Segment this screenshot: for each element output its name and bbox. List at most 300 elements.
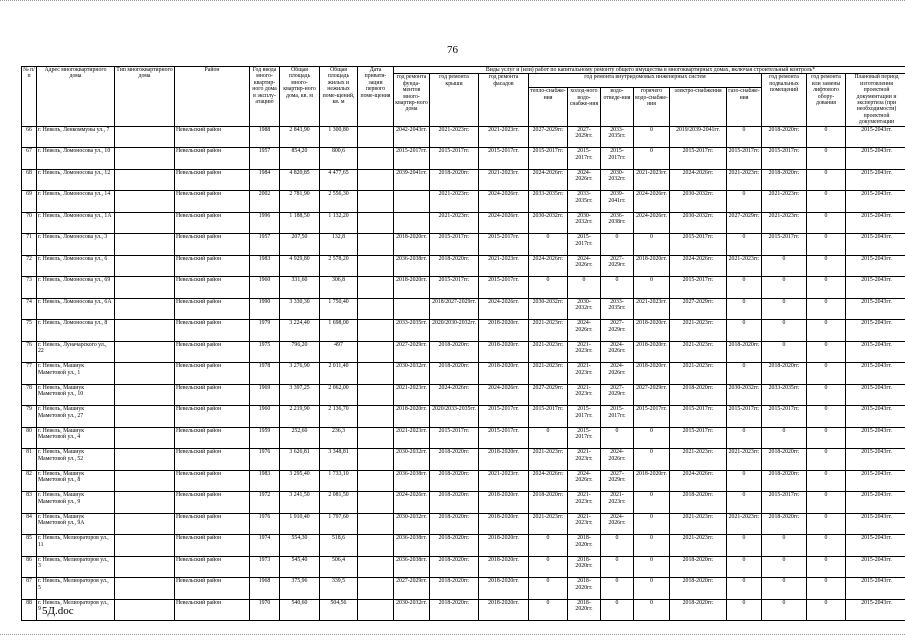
table-row: [22, 535, 905, 557]
cell-elevator: 0: [807, 191, 846, 213]
cell-address: г. Невель, Мелиораторов ул., 3: [37, 556, 115, 578]
cell-address: г. Невель, Ломоносова ул., 1А: [37, 212, 115, 234]
cell-electric: 2015-2017гг.: [670, 234, 727, 256]
cell-cold-water: 2018-2020гг.: [568, 578, 601, 600]
cell-hot-water: 2027-2029гг.: [634, 384, 670, 406]
cell-living-area: 1 750,40: [320, 298, 358, 320]
bottom-dotted-line: [0, 634, 905, 635]
cell-district: Невельский район: [175, 578, 250, 600]
cell-hot-water: 2018-2020гг.: [634, 341, 670, 363]
cell-privatization: [358, 599, 394, 621]
cell-heat: 2021-2023гг.: [529, 363, 568, 385]
cell-sewer: 2033-2035гг.: [601, 126, 634, 148]
cell-cold-water: 2018-2020гг.: [568, 535, 601, 557]
cell-heat: 2021-2023гг.: [529, 341, 568, 363]
cell-year: 1973: [250, 556, 280, 578]
cell-cold-water: 2021-2023гг.: [568, 513, 601, 535]
cell-living-area: 497: [320, 341, 358, 363]
cell-sewer: 0: [601, 535, 634, 557]
cell-type: [115, 513, 175, 535]
cell-planned: 2015-2043гг.: [846, 535, 905, 557]
cell-basement: 2018-2020гг.: [762, 470, 807, 492]
cell-num: 78: [22, 384, 37, 406]
cell-living-area: 800,6: [320, 148, 358, 170]
cell-hot-water: 2018-2020гг.: [634, 363, 670, 385]
cell-address: г. Невель, Машиук Маметовой ул., 4: [37, 427, 115, 449]
cell-basement: 2021-2023гг.: [762, 191, 807, 213]
cell-gas: 0: [727, 535, 762, 557]
cell-district: Невельский район: [175, 169, 250, 191]
cell-hot-water: 2018-2020гг.: [634, 470, 670, 492]
cell-heat: 2015-2017гг.: [529, 406, 568, 428]
cell-electric: 2018-2020гг.: [670, 556, 727, 578]
table-row: [22, 513, 905, 535]
cell-elevator: 0: [807, 406, 846, 428]
table-row: [22, 320, 905, 342]
cell-cold-water: 2021-2023гг.: [568, 384, 601, 406]
cell-elevator: 0: [807, 384, 846, 406]
cell-privatization: [358, 406, 394, 428]
cell-elevator: 0: [807, 470, 846, 492]
cell-address: г. Невель, Мелиораторов ул., 9: [37, 599, 115, 621]
cell-hot-water: 0: [634, 126, 670, 148]
cell-cold-water: 2030-2032гг.: [568, 212, 601, 234]
cell-electric: 2018-2020гг.: [670, 578, 727, 600]
cell-sewer: 0: [601, 578, 634, 600]
cell-total-area: 2 843,90: [280, 126, 320, 148]
cell-basement: 0: [762, 255, 807, 277]
cell-basement: 2015-2017гг.: [762, 148, 807, 170]
cell-planned: 2015-2043гг.: [846, 384, 905, 406]
cell-gas: 2021-2023гг.: [727, 513, 762, 535]
cell-type: [115, 320, 175, 342]
cell-gas: 0: [727, 298, 762, 320]
cell-total-area: 3 330,30: [280, 298, 320, 320]
cell-district: Невельский район: [175, 406, 250, 428]
cell-roof: 2018-2020гг.: [430, 169, 479, 191]
cell-year: 1988: [250, 126, 280, 148]
cell-living-area: 2 578,20: [320, 255, 358, 277]
cell-year: 1960: [250, 406, 280, 428]
cell-total-area: 3 295,40: [280, 470, 320, 492]
cell-basement: 2015-2017гг.: [762, 406, 807, 428]
cell-gas: 0: [727, 578, 762, 600]
cell-facade: 2015-2017гг.: [479, 427, 529, 449]
header-type: Тип многоквартирного дома: [115, 67, 175, 127]
header-works-group: Виды услуг и (или) работ по капитальному ремонту общего имущества в многоквартирных домах, включая строительный контроль*: [394, 67, 905, 74]
cell-roof: 2018-2020гг.: [430, 470, 479, 492]
cell-heat: 0: [529, 427, 568, 449]
top-dotted-line: [0, 0, 905, 1]
cell-year: 1957: [250, 148, 280, 170]
cell-cold-water: 2021-2023гг.: [568, 341, 601, 363]
cell-sewer: 2027-2029гг.: [601, 470, 634, 492]
cell-living-area: 1 698,00: [320, 320, 358, 342]
cell-gas: 2021-2023гг.: [727, 255, 762, 277]
cell-num: 81: [22, 449, 37, 471]
cell-district: Невельский район: [175, 513, 250, 535]
cell-address: г. Невель, Машиук Маметовой ул., 27: [37, 406, 115, 428]
cell-electric: 2021-2023гг.: [670, 535, 727, 557]
cell-address: г. Невель, Машиук Маметовой ул., 10: [37, 384, 115, 406]
cell-cold-water: 2015-2017гг.: [568, 427, 601, 449]
cell-privatization: [358, 169, 394, 191]
cell-total-area: 545,40: [280, 556, 320, 578]
cell-foundation: 2027-2029гг.: [394, 578, 430, 600]
cell-sewer: 2024-2026гг.: [601, 513, 634, 535]
cell-facade: 2015-2017гг.: [479, 234, 529, 256]
cell-gas: 0: [727, 191, 762, 213]
cell-planned: 2015-2043гг.: [846, 255, 905, 277]
header-address: Адрес многоквартирного дома: [37, 67, 115, 127]
cell-basement: 2018-2020гг.: [762, 363, 807, 385]
cell-total-area: 3 224,40: [280, 320, 320, 342]
cell-living-area: 2 136,70: [320, 406, 358, 428]
cell-privatization: [358, 320, 394, 342]
cell-hot-water: 0: [634, 449, 670, 471]
cell-year: 1968: [250, 578, 280, 600]
cell-facade: 2024-2026гг.: [479, 191, 529, 213]
cell-sewer: 2024-2026гг.: [601, 449, 634, 471]
cell-district: Невельский район: [175, 298, 250, 320]
cell-elevator: 0: [807, 556, 846, 578]
cell-num: 82: [22, 470, 37, 492]
cell-total-area: 796,20: [280, 341, 320, 363]
cell-planned: 2015-2043гг.: [846, 556, 905, 578]
cell-total-area: 2 781,90: [280, 191, 320, 213]
cell-basement: 2015-2017гг.: [762, 492, 807, 514]
cell-roof: 2020/2033-2035гг.: [430, 406, 479, 428]
cell-cold-water: 2018-2020гг.: [568, 599, 601, 621]
cell-planned: 2015-2043гг.: [846, 363, 905, 385]
cell-planned: 2015-2043гг.: [846, 427, 905, 449]
cell-roof: 2018-2020гг.: [430, 535, 479, 557]
cell-district: Невельский район: [175, 449, 250, 471]
cell-privatization: [358, 492, 394, 514]
cell-basement: 2021-2023гг.: [762, 212, 807, 234]
cell-total-area: 331,60: [280, 277, 320, 299]
cell-elevator: 0: [807, 513, 846, 535]
cell-gas: 2021-2023гг.: [727, 449, 762, 471]
header-privatization: Дата привати-зации первого поме-щения: [358, 67, 394, 127]
header-hot-water: горячего водо-снабже-ния: [634, 88, 670, 126]
cell-heat: 2027-2029гг.: [529, 384, 568, 406]
cell-sewer: 0: [601, 234, 634, 256]
header-cold-water: холод-ного водо-снабже-ния: [568, 88, 601, 126]
cell-cold-water: 2015-2017гг.: [568, 148, 601, 170]
cell-hot-water: 0: [634, 556, 670, 578]
cell-privatization: [358, 126, 394, 148]
table-row: [22, 148, 905, 170]
cell-living-area: 1 300,80: [320, 126, 358, 148]
cell-hot-water: 0: [634, 427, 670, 449]
cell-sewer: 2027-2029гг.: [601, 320, 634, 342]
cell-cold-water: 2018-2020гг.: [568, 556, 601, 578]
header-gas: газо-снабже-ния: [727, 88, 762, 126]
cell-living-area: 306,8: [320, 277, 358, 299]
cell-foundation: 2018-2020гг.: [394, 234, 430, 256]
cell-type: [115, 298, 175, 320]
cell-privatization: [358, 277, 394, 299]
table-row: [22, 406, 905, 428]
cell-foundation: 2036-2038гг.: [394, 535, 430, 557]
cell-facade: 2018-2020гг.: [479, 535, 529, 557]
cell-total-area: 554,30: [280, 535, 320, 557]
cell-elevator: 0: [807, 298, 846, 320]
cell-hot-water: 0: [634, 492, 670, 514]
cell-basement: 2018-2020гг.: [762, 449, 807, 471]
cell-electric: 2018-2020гг.: [670, 384, 727, 406]
cell-heat: 2024-2026гг.: [529, 470, 568, 492]
cell-sewer: 0: [601, 277, 634, 299]
cell-district: Невельский район: [175, 341, 250, 363]
cell-gas: 0: [727, 470, 762, 492]
cell-sewer: 0: [601, 427, 634, 449]
cell-living-area: 2 556,30: [320, 191, 358, 213]
cell-elevator: 0: [807, 320, 846, 342]
cell-facade: 2015-2017гг.: [479, 148, 529, 170]
cell-basement: 2018-2020гг.: [762, 169, 807, 191]
cell-facade: 2024-2026гг.: [479, 298, 529, 320]
cell-address: г. Невель, Ленкоммуны ул., 7: [37, 126, 115, 148]
cell-roof: 2018/2027-2029гг.: [430, 298, 479, 320]
cell-elevator: 0: [807, 255, 846, 277]
cell-total-area: 1 188,50: [280, 212, 320, 234]
cell-basement: 0: [762, 341, 807, 363]
cell-gas: 0: [727, 363, 762, 385]
cell-address: г. Невель, Ломоносова ул., 8: [37, 320, 115, 342]
header-roof: год ремонта крыши: [430, 74, 479, 126]
cell-electric: 2018-2020гг.: [670, 599, 727, 621]
cell-roof: 2018-2020гг.: [430, 341, 479, 363]
cell-privatization: [358, 212, 394, 234]
cell-type: [115, 492, 175, 514]
cell-gas: 0: [727, 234, 762, 256]
cell-living-area: 2 062,00: [320, 384, 358, 406]
cell-year: 1996: [250, 212, 280, 234]
cell-privatization: [358, 341, 394, 363]
cell-year: 1976: [250, 449, 280, 471]
header-elevator: год ремонта или замены лифтового обору-дования: [807, 74, 846, 126]
cell-facade: 2021-2023гг.: [479, 255, 529, 277]
cell-year: 1974: [250, 535, 280, 557]
cell-gas: 0: [727, 427, 762, 449]
cell-planned: 2015-2043гг.: [846, 449, 905, 471]
header-basement: год ремонта подвальных помещений: [762, 74, 807, 126]
cell-type: [115, 191, 175, 213]
table-row: [22, 212, 905, 234]
cell-foundation: 2018-2020гг.: [394, 277, 430, 299]
footer-filename: 5Д.doc: [42, 605, 74, 617]
cell-heat: 0: [529, 599, 568, 621]
cell-address: г. Невель, Ломоносова ул., 14: [37, 191, 115, 213]
cell-address: г. Невель, Ломоносова ул., 12: [37, 169, 115, 191]
cell-address: г. Невель, Ломоносова ул., 3: [37, 234, 115, 256]
cell-living-area: 339,5: [320, 578, 358, 600]
cell-cold-water: 0: [568, 277, 601, 299]
cell-gas: 2030-2032гг.: [727, 384, 762, 406]
table-row: [22, 169, 905, 191]
cell-heat: 0: [529, 535, 568, 557]
cell-total-area: 3 276,90: [280, 363, 320, 385]
cell-elevator: 0: [807, 341, 846, 363]
cell-gas: 0: [727, 320, 762, 342]
cell-living-area: 3 348,81: [320, 449, 358, 471]
cell-roof: 2018-2020гг.: [430, 556, 479, 578]
cell-foundation: 2042-2043гг.: [394, 126, 430, 148]
cell-hot-water: 2015-2017гг.: [634, 406, 670, 428]
cell-num: 83: [22, 492, 37, 514]
cell-privatization: [358, 578, 394, 600]
cell-num: 74: [22, 298, 37, 320]
cell-living-area: 518,6: [320, 535, 358, 557]
table-row: [22, 556, 905, 578]
cell-total-area: 1 910,40: [280, 513, 320, 535]
cell-elevator: 0: [807, 169, 846, 191]
cell-hot-water: 0: [634, 535, 670, 557]
cell-type: [115, 234, 175, 256]
table-row: [22, 492, 905, 514]
header-living-area: Общая площадь жилых и нежилых поме-щений, кв. м: [320, 67, 358, 127]
table-row: [22, 384, 905, 406]
cell-heat: 0: [529, 556, 568, 578]
cell-gas: 2015-2017гг.: [727, 406, 762, 428]
cell-cold-water: 2021-2023гг.: [568, 449, 601, 471]
cell-hot-water: 0: [634, 578, 670, 600]
cell-type: [115, 470, 175, 492]
cell-sewer: 2033-2035гг.: [601, 298, 634, 320]
cell-foundation: 2021-2023гг.: [394, 384, 430, 406]
cell-type: [115, 255, 175, 277]
cell-roof: 2021-2023гг.: [430, 212, 479, 234]
cell-type: [115, 578, 175, 600]
cell-basement: 0: [762, 277, 807, 299]
cell-roof: 2024-2026гг.: [430, 384, 479, 406]
table-header: [22, 67, 905, 127]
cell-privatization: [358, 556, 394, 578]
cell-address: г. Невель, Луначарского ул., 22: [37, 341, 115, 363]
cell-cold-water: 2024-2026гг.: [568, 255, 601, 277]
cell-hot-water: 2021-2023гг.: [634, 298, 670, 320]
cell-foundation: 2015-2017гг.: [394, 148, 430, 170]
cell-foundation: 2036-2038гг.: [394, 556, 430, 578]
cell-elevator: 0: [807, 599, 846, 621]
cell-num: 88: [22, 599, 37, 621]
cell-privatization: [358, 255, 394, 277]
cell-district: Невельский район: [175, 492, 250, 514]
cell-living-area: 504,56: [320, 599, 358, 621]
cell-foundation: 2036-2038гг.: [394, 470, 430, 492]
header-electric: электро-снабжения: [670, 88, 727, 126]
cell-year: 2002: [250, 191, 280, 213]
cell-total-area: 4 820,85: [280, 169, 320, 191]
cell-foundation: [394, 212, 430, 234]
cell-foundation: 2021-2023гг.: [394, 427, 430, 449]
cell-hot-water: 2018-2020гг.: [634, 320, 670, 342]
cell-district: Невельский район: [175, 427, 250, 449]
cell-cold-water: 2030-2032гг.: [568, 298, 601, 320]
cell-facade: 2018-2020гг.: [479, 341, 529, 363]
cell-facade: 2018-2020гг.: [479, 363, 529, 385]
cell-privatization: [358, 191, 394, 213]
cell-roof: 2018-2020гг.: [430, 449, 479, 471]
cell-cold-water: 2015-2017гг.: [568, 234, 601, 256]
cell-gas: 0: [727, 126, 762, 148]
cell-district: Невельский район: [175, 126, 250, 148]
cell-roof: 2015-2017гг.: [430, 427, 479, 449]
cell-hot-water: 2024-2026гг.: [634, 212, 670, 234]
cell-gas: 2018-2020гг.: [727, 341, 762, 363]
table-row: [22, 191, 905, 213]
cell-hot-water: 0: [634, 513, 670, 535]
cell-privatization: [358, 298, 394, 320]
cell-facade: 2015-2017гг.: [479, 406, 529, 428]
cell-type: [115, 535, 175, 557]
header-sewer: водо-отведе-ния: [601, 88, 634, 126]
cell-elevator: 0: [807, 492, 846, 514]
cell-cold-water: 2027-2029гг.: [568, 126, 601, 148]
cell-gas: 2015-2017гг.: [727, 148, 762, 170]
cell-roof: 2015-2017гг.: [430, 277, 479, 299]
cell-num: 84: [22, 513, 37, 535]
cell-type: [115, 427, 175, 449]
cell-foundation: 2030-2032гг.: [394, 363, 430, 385]
cell-planned: 2015-2043гг.: [846, 298, 905, 320]
cell-electric: 2015-2017гг.: [670, 277, 727, 299]
cell-sewer: 2024-2026гг.: [601, 363, 634, 385]
cell-gas: 0: [727, 492, 762, 514]
cell-sewer: 2021-2023гг.: [601, 492, 634, 514]
cell-heat: 2027-2029гг.: [529, 126, 568, 148]
table-row: [22, 470, 905, 492]
cell-num: 71: [22, 234, 37, 256]
cell-privatization: [358, 427, 394, 449]
cell-total-area: 252,60: [280, 427, 320, 449]
cell-foundation: 2036-2038гг.: [394, 255, 430, 277]
cell-year: 1972: [250, 492, 280, 514]
cell-basement: 0: [762, 298, 807, 320]
cell-basement: 0: [762, 599, 807, 621]
cell-planned: 2015-2043гг.: [846, 148, 905, 170]
cell-basement: 2018-2020гг.: [762, 513, 807, 535]
cell-foundation: 2024-2026гг.: [394, 492, 430, 514]
cell-facade: 2018-2020гг.: [479, 599, 529, 621]
table-row: [22, 277, 905, 299]
header-planned: Плановый период изготовления проектной документации и экспертиза (при необходимости) проектной документации: [846, 74, 905, 126]
table-row: [22, 298, 905, 320]
cell-num: 75: [22, 320, 37, 342]
cell-privatization: [358, 449, 394, 471]
cell-privatization: [358, 513, 394, 535]
cell-heat: 2033-2035гг.: [529, 191, 568, 213]
cell-type: [115, 126, 175, 148]
cell-address: г. Невель, Ломоносова ул., 10: [37, 148, 115, 170]
cell-planned: 2015-2043гг.: [846, 341, 905, 363]
cell-heat: 2024-2026гг.: [529, 255, 568, 277]
cell-living-area: 2 081,50: [320, 492, 358, 514]
cell-facade: 2018-2020гг.: [479, 513, 529, 535]
cell-num: 87: [22, 578, 37, 600]
cell-electric: 2015-2017гг.: [670, 427, 727, 449]
cell-num: 77: [22, 363, 37, 385]
table-row: [22, 126, 905, 148]
cell-facade: 2021-2023гг.: [479, 169, 529, 191]
cell-year: 1969: [250, 384, 280, 406]
cell-type: [115, 449, 175, 471]
cell-hot-water: 0: [634, 148, 670, 170]
cell-foundation: 2018-2020гг.: [394, 406, 430, 428]
cell-year: 1960: [250, 277, 280, 299]
